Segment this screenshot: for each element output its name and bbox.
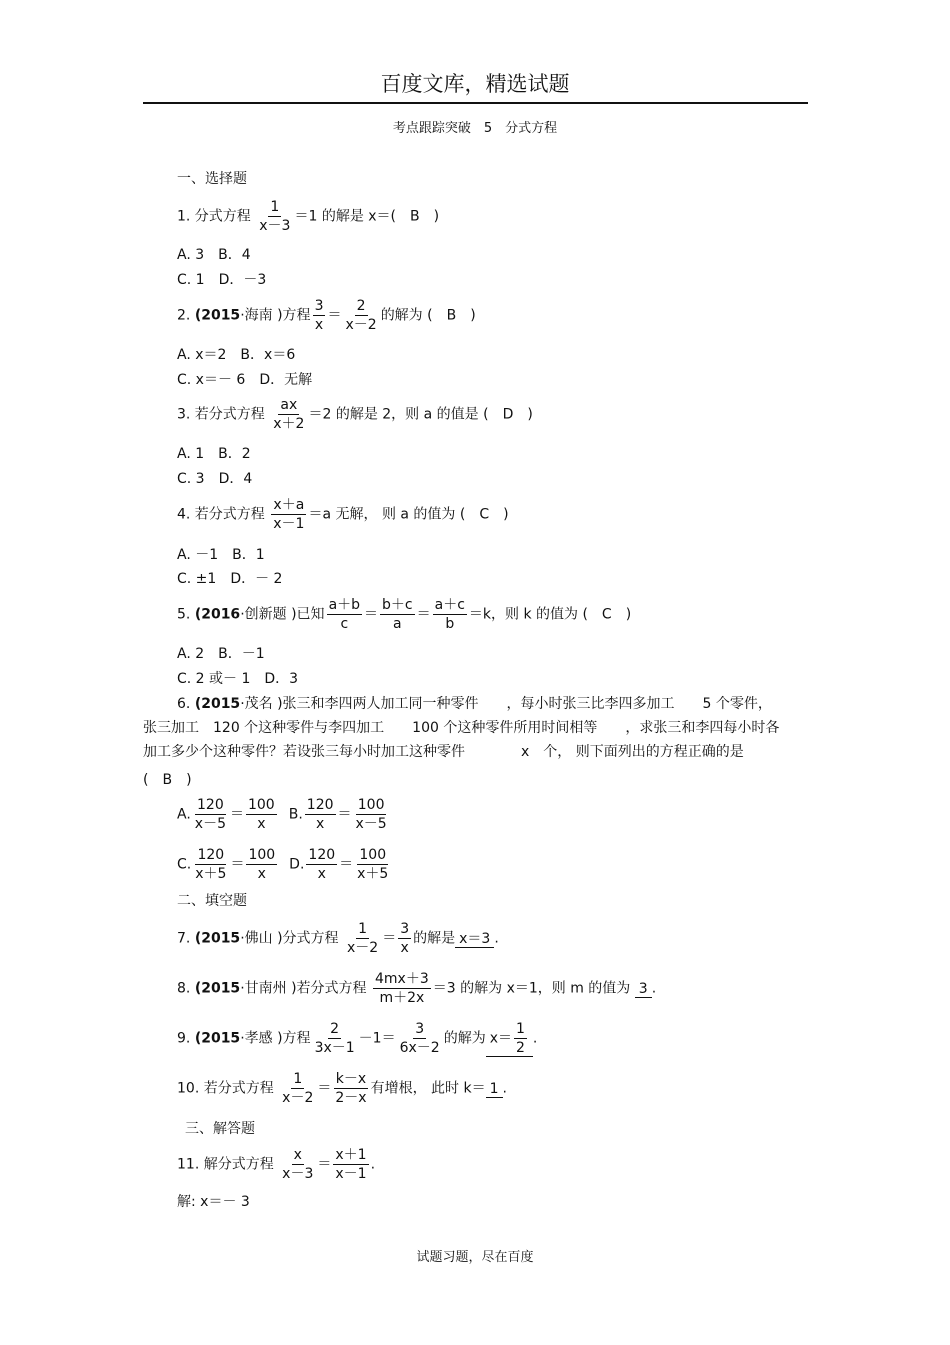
fraction: $\frac{x+a}{x-1}$ <box>273 497 305 533</box>
header-rule <box>143 102 808 104</box>
question-6-line-2: 张三加工 120 个这种零件与李四加工 100 个这种零件所用时间相等 ，求张三和李四每小时各 <box>143 720 780 736</box>
question-10: 10. 若分式方程 $\frac{1}{x-2}$ ＝ $\frac{k-x}{2-x}$ 有增根， 此时 k＝ 1 . <box>177 1071 507 1107</box>
fraction: $\frac{k-x}{2-x}$ <box>335 1071 367 1107</box>
q2-options-cd: C. x＝－ 6 D．无解 <box>177 372 313 388</box>
q4-options-ab: A. －1 B．1 <box>177 547 265 563</box>
q1-options-cd: C. 1 D．－3 <box>177 272 267 288</box>
fraction: $\frac{100}{x-5}$ <box>355 797 387 833</box>
q4-options-cd: C. ±1 D．－ 2 <box>177 571 283 587</box>
fraction: $\frac{4mx+3}{m+2x}$ <box>375 971 429 1007</box>
question-5: 5. (2016·创新题 )已知 $\frac{a+b}{c}$ ＝ $\frac{b+c}{a}$ ＝ $\frac{a+c}{b}$ ＝k，则 k 的值为 ( C ) <box>177 597 632 633</box>
page-footer: 试题习题，尽在百度 <box>416 1250 534 1265</box>
question-7: 7. (2015·佛山 )分式方程 $\frac{1}{x-2}$ ＝ $\frac{3}{x}$ 的解是 x＝3 . <box>177 921 499 957</box>
question-1: 1. 分式方程 $\frac{1}{x-3}$ ＝1 的解是 x＝( B ) <box>177 199 440 235</box>
q5-options-cd: C. 2 或－ 1 D．3 <box>177 671 299 687</box>
fraction: $\frac{1}{x-3}$ <box>259 199 291 235</box>
question-3: 3. 若分式方程 $\frac{ax}{x+2}$ ＝2 的解是 2，则 a 的值是 ( D ) <box>177 397 533 433</box>
question-6-line-3: 加工多少个这种零件？若设张三每小时加工这种零件 x 个， 则下面列出的方程正确的是 <box>143 744 744 760</box>
question-2: 2. (2015·海南 )方程 $\frac{3}{x}$ ＝ $\frac{2}{x-2}$ 的解为 ( B ) <box>177 298 476 334</box>
page-header-title: 百度文库，精选试题 <box>380 72 570 96</box>
question-11: 11. 解分式方程 $\frac{x}{x-3}$ ＝ $\frac{x+1}{x-1}$ . <box>177 1147 376 1183</box>
answer-blank: 3 <box>635 981 652 999</box>
fraction: $\frac{x}{x-3}$ <box>282 1147 314 1183</box>
q1-options-ab: A. 3 B．4 <box>177 247 251 263</box>
fraction: $\frac{3}{x}$ <box>314 298 324 334</box>
fraction: $\frac{3}{x}$ <box>400 921 410 957</box>
question-9: 9. (2015·孝感 )方程 $\frac{2}{3x-1}$ －1＝ $\frac{3}{6x-2}$ 的解为 x＝ $\frac{1}{2}$ . <box>177 1021 538 1057</box>
fraction: $\frac{100}{x}$ <box>247 797 275 833</box>
section-solve: 三、解答题 <box>185 1121 255 1137</box>
fraction: $\frac{100}{x+5}$ <box>357 847 389 883</box>
fraction: $\frac{2}{3x-1}$ <box>314 1021 355 1057</box>
fraction: $\frac{120}{x}$ <box>306 797 334 833</box>
doc-subtitle: 考点跟踪突破 5 分式方程 <box>392 121 558 136</box>
fraction: $\frac{1}{x-2}$ <box>282 1071 314 1107</box>
question-6-answer: ( B ) <box>143 772 192 788</box>
fraction: $\frac{120}{x}$ <box>308 847 336 883</box>
q6-options-cd: C. $\frac{120}{x+5}$ ＝ $\frac{100}{x}$ D. $\frac{120}{x}$ ＝ $\frac{100}{x+5}$ <box>177 847 389 883</box>
q2-options-ab: A. x＝2 B．x＝6 <box>177 347 296 363</box>
fraction: $\frac{120}{x+5}$ <box>195 847 227 883</box>
question-4: 4. 若分式方程 $\frac{x+a}{x-1}$ ＝a 无解， 则 a 的值为 ( C ) <box>177 497 509 533</box>
fraction: $\frac{1}{2}$ <box>516 1021 525 1057</box>
q6-options-ab: A. $\frac{120}{x-5}$ ＝ $\frac{100}{x}$ B. $\frac{120}{x}$ ＝ $\frac{100}{x-5}$ <box>177 797 387 833</box>
q5-options-ab: A. 2 B．－1 <box>177 646 265 662</box>
fraction: $\frac{120}{x-5}$ <box>194 797 226 833</box>
fraction: $\frac{a+b}{c}$ <box>328 597 361 633</box>
fraction: $\frac{3}{6x-2}$ <box>399 1021 440 1057</box>
fraction: $\frac{2}{x-2}$ <box>345 298 377 334</box>
q3-options-ab: A. 1 B．2 <box>177 446 251 462</box>
answer-blank: 1 <box>486 1081 503 1099</box>
section-choice: 一、选择题 <box>177 171 247 187</box>
q11-solution: 解: x＝－ 3 <box>177 1194 250 1210</box>
fraction: $\frac{ax}{x+2}$ <box>273 397 305 433</box>
q3-options-cd: C. 3 D．4 <box>177 471 253 487</box>
question-6-line-1: 6. (2015·茂名 )张三和李四两人加工同一种零件 ，每小时张三比李四多加工 5 个零件， <box>177 696 772 712</box>
fraction: $\frac{a+c}{b}$ <box>434 597 465 633</box>
fraction: $\frac{1}{x-2}$ <box>347 921 379 957</box>
fraction: $\frac{100}{x}$ <box>248 847 276 883</box>
section-fill: 二、填空题 <box>177 893 247 909</box>
fraction: $\frac{x+1}{x-1}$ <box>335 1147 367 1183</box>
question-8: 8. (2015·甘南州 )若分式方程 $\frac{4mx+3}{m+2x}$ ＝3 的解为 x＝1，则 m 的值为 3 . <box>177 971 657 1007</box>
answer-blank: x＝3 <box>455 931 494 949</box>
fraction: $\frac{b+c}{a}$ <box>382 597 413 633</box>
answer-blank: x＝ $\frac{1}{2}$ <box>486 1021 533 1057</box>
